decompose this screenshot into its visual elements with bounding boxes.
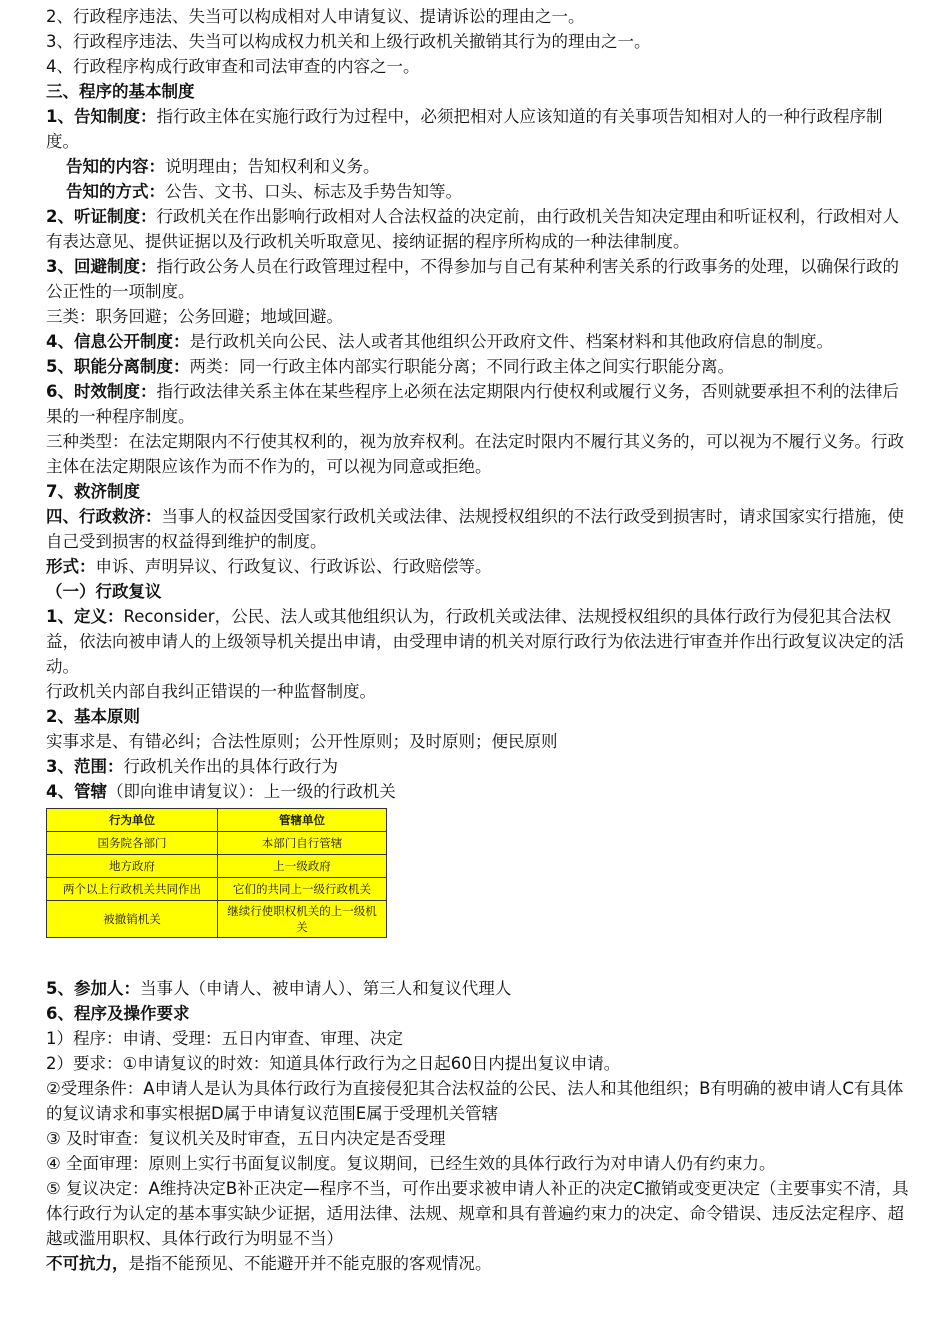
para-chengxu-2: 2）要求：①申请复议的时效：知道具体行政行为之日起60日内提出复议申请。 [46,1054,621,1073]
shixiao-label: 6、时效制度： [46,382,157,401]
para-chengxu-1: 1）程序：申请、受理：五日内审查、审理、决定 [46,1029,403,1048]
table-header-row [47,809,387,832]
table-header-cell: 行为单位 [47,809,218,832]
table-cell: 两个以上行政机关共同作出 [47,878,218,901]
xinxi-text: 是行政机关向公民、法人或者其他组织公开政府文件、档案材料和其他政府信息的制度。 [189,332,833,351]
zhineng-label: 5、职能分离制度： [46,357,190,376]
dingyi-label: 1、定义： [46,607,124,626]
para-chengxu-6: ⑤ 复议决定：A维持决定B补正决定—程序不当，可作出要求被申请人补正的决定C撤销或变更决定（主要事实不清，具体行政行为认定的基本事实缺少证据，适用法律、法规、规章和具有普遍约束力的决定、命令错误、违反法定程序、超越或滥用职权、具体行政行为明显不当） [46,1179,909,1248]
gaozhi-label: 1、告知制度： [46,107,157,126]
gaozhi-text: 指行政主体在实施行政行为过程中，必须把相对人应该知道的有关事项告知相对人的一种行政程序制度。 [46,107,883,151]
table-row [47,832,387,855]
xinxi-label: 4、信息公开制度： [46,332,190,351]
gaozhi-content-text: 说明理由；告知权利和义务。 [165,157,380,176]
gaozhi-content-label: 告知的内容： [66,157,165,176]
guanxia-label: 4、管辖 [46,782,107,801]
section-4-text: 当事人的权益因受国家行政机关或法律、法规授权组织的不法行政受到损害时，请求国家实行措施，使自己受到损害的权益得到维护的制度。 [46,507,904,551]
table-cell: 地方政府 [47,855,218,878]
para-shixiao [46,379,910,429]
xingshi-text: 申诉、声明异议、行政复议、行政诉讼、行政赔偿等。 [95,557,492,576]
section-4-label: 四、行政救济： [46,507,162,526]
jiuji-title: 7、救济制度 [46,482,140,501]
table-cell: 上一级政府 [218,855,387,878]
spacer [46,938,910,976]
para-chengxu-5: ④ 全面审理：原则上实行书面复议制度。复议期间，已经生效的具体行政行为对申请人仍有约束力。 [46,1154,776,1173]
table-cell: 被撤销机关 [47,901,218,938]
para-shixiao-types: 三种类型：在法定期限内不行使其权利的，视为放弃权利。在法定时限内不履行其义务的，可以视为不履行义务。行政主体在法定期限应该作为而不作为的，可以视为同意或拒绝。 [46,432,904,476]
para-l2: 3、行政程序违法、失当可以构成权力机关和上级行政机关撤销其行为的理由之一。 [46,32,651,51]
para-xinxi [46,329,910,354]
para-chengxu-4: ③ 及时审查：复议机关及时审查，五日内决定是否受理 [46,1129,446,1148]
para-xingshi [46,554,910,579]
table-row [47,901,387,938]
para-huibi [46,254,910,304]
para-dingyi-note: 行政机关内部自我纠正错误的一种监督制度。 [46,682,376,701]
huibi-text: 指行政公务人员在行政管理过程中，不得参加与自己有某种利害关系的行政事务的处理，以确保行政的公正性的一项制度。 [46,257,899,301]
para-gaozhi-method [46,179,910,204]
para-bukekangli [46,1251,910,1276]
tingzheng-text: 行政机关在作出影响行政相对人合法权益的决定前，由行政机关告知决定理由和听证权利，行政相对人有表达意见、提供证据以及行政机关听取意见、接纳证据的程序所构成的一种法律制度。 [46,207,899,251]
table-cell: 继续行使职权机关的上一级机关 [218,901,387,938]
bukekangli-label: 不可抗力， [46,1254,129,1273]
para-canjiaren [46,976,910,1001]
para-chengxu-3: ②受理条件：A申请人是认为具体行政行为直接侵犯其合法权益的公民、法人和其他组织；B有明确的被申请人C有具体的复议请求和事实根据D属于申请复议范围E属于受理机关管辖 [46,1079,904,1123]
jurisdiction-table [46,808,387,938]
table-row [47,878,387,901]
fanwei-text: 行政机关作出的具体行政行为 [123,757,338,776]
canjiaren-label: 5、参加人： [46,979,140,998]
xingshi-label: 形式： [46,557,96,576]
table-cell: 国务院各部门 [47,832,218,855]
para-l1: 2、行政程序违法、失当可以构成相对人申请复议、提请诉讼的理由之一。 [46,7,585,26]
para-tingzheng [46,204,910,254]
para-fanwei [46,754,910,779]
para-huibi-types: 三类：职务回避；公务回避；地域回避。 [46,307,343,326]
fanwei-label: 3、范围： [46,757,124,776]
dingyi-text: Reconsider，公民、法人或其他组织认为，行政机关或法律、法规授权组织的具体行政行为侵犯其合法权益，依法向被申请人的上级领导机关提出申请，由受理申请的机关对原行政行为依法进行审查并作出行政复议决定的活动。 [46,607,904,676]
para-gaozhi-content [46,154,910,179]
guanxia-text: （即向谁申请复议）：上一级的行政机关 [106,782,396,801]
chengxu-title: 6、程序及操作要求 [46,1004,190,1023]
yuanze-title: 2、基本原则 [46,707,140,726]
tingzheng-label: 2、听证制度： [46,207,157,226]
shixiao-text: 指行政法律关系主体在某些程序上必须在法定期限内行使权利或履行义务，否则就要承担不利的法律后果的一种程序制度。 [46,382,899,426]
table-row [47,855,387,878]
para-zhineng [46,354,910,379]
huibi-label: 3、回避制度： [46,257,157,276]
para-l3: 4、行政程序构成行政审查和司法审查的内容之一。 [46,57,420,76]
para-gaozhi [46,104,910,154]
para-dingyi [46,604,910,679]
table-header-cell: 管辖单位 [218,809,387,832]
fuyi-title: （一）行政复议 [46,582,162,601]
para-yuanze: 实事求是、有错必纠；合法性原则；公开性原则；及时原则；便民原则 [46,732,558,751]
gaozhi-method-text: 公告、文书、口头、标志及手势告知等。 [165,182,462,201]
table-cell: 它们的共同上一级行政机关 [218,878,387,901]
section-3-title: 三、程序的基本制度 [46,82,195,101]
bukekangli-text: 是指不能预见、不能避开并不能克服的客观情况。 [128,1254,492,1273]
table-cell: 本部门自行管辖 [218,832,387,855]
para-section-4 [46,504,910,554]
para-guanxia [46,779,910,804]
zhineng-text: 两类：同一行政主体内部实行职能分离；不同行政主体之间实行职能分离。 [189,357,734,376]
gaozhi-method-label: 告知的方式： [66,182,165,201]
canjiaren-text: 当事人（申请人、被申请人）、第三人和复议代理人 [139,979,512,998]
document-page [46,4,910,1276]
